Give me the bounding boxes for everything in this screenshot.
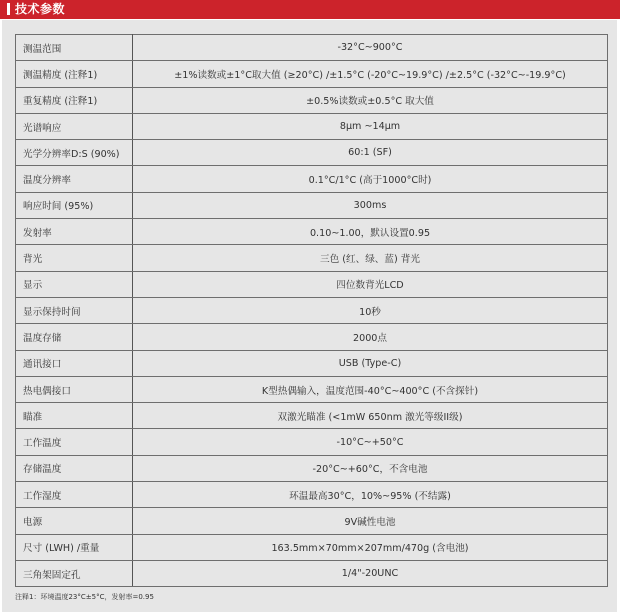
spec-value: 2000点 [133,324,608,350]
spec-panel [2,20,617,612]
spec-value: -20°C~+60°C，不含电池 [133,455,608,481]
spec-label: 测温范围 [16,35,133,61]
spec-label: 热电偶接口 [16,376,133,402]
spec-label: 光学分辨率D:S (90%) [16,140,133,166]
spec-row-temp-resolution [16,166,608,192]
spec-label: 温度存储 [16,324,133,350]
spec-row-interface [16,350,608,376]
spec-label: 背光 [16,245,133,271]
section-header [0,0,620,19]
spec-row-operating-temp [16,429,608,455]
spec-value: -10°C~+50°C [133,429,608,455]
spec-table [15,34,608,587]
section-title: 技术参数 [15,2,66,16]
spec-label: 通讯接口 [16,350,133,376]
spec-row-emissivity [16,219,608,245]
spec-row-display [16,271,608,297]
spec-value: K型热偶输入，温度范围-40°C~400°C (不含探针) [133,376,608,402]
spec-label: 光谱响应 [16,113,133,139]
spec-label: 显示 [16,271,133,297]
spec-value: -32°C~900°C [133,35,608,61]
spec-value: 0.10~1.00，默认设置0.95 [133,219,608,245]
spec-value: 1/4"-20UNC [133,560,608,586]
spec-row-tripod-mount [16,560,608,586]
spec-row-operating-humidity [16,482,608,508]
spec-label: 发射率 [16,219,133,245]
spec-row-measure-range [16,35,608,61]
spec-row-accuracy [16,61,608,87]
spec-label: 尺寸 (LWH) /重量 [16,534,133,560]
spec-row-storage-temp [16,455,608,481]
spec-value: ±0.5%读数或±0.5°C 取大值 [133,87,608,113]
spec-label: 测温精度 (注释1) [16,61,133,87]
spec-value: 双激光瞄准 (<1mW 650nm 激光等级II级) [133,403,608,429]
spec-label: 工作温度 [16,429,133,455]
spec-value: 8μm ~14μm [133,113,608,139]
spec-label: 三角架固定孔 [16,560,133,586]
spec-value: 9V碱性电池 [133,508,608,534]
spec-value: 163.5mm×70mm×207mm/470g (含电池) [133,534,608,560]
spec-value: 60:1 (SF) [133,140,608,166]
spec-label: 温度分辨率 [16,166,133,192]
spec-row-aiming [16,403,608,429]
spec-row-storage [16,324,608,350]
spec-value: USB (Type-C) [133,350,608,376]
spec-row-backlight [16,245,608,271]
spec-row-spectral-response [16,113,608,139]
spec-row-dimensions [16,534,608,560]
spec-value: 300ms [133,192,608,218]
header-marker-bar [7,3,10,15]
footnote: 注释1：环境温度23°C±5°C，发射率=0.95 [15,593,154,601]
spec-label: 工作湿度 [16,482,133,508]
spec-value: 10秒 [133,297,608,323]
spec-label: 电源 [16,508,133,534]
spec-value: 环温最高30°C，10%~95% (不结露) [133,482,608,508]
spec-label: 重复精度 (注释1) [16,87,133,113]
spec-label: 瞄准 [16,403,133,429]
spec-value: 四位数背光LCD [133,271,608,297]
spec-row-thermocouple [16,376,608,402]
spec-row-display-hold [16,297,608,323]
spec-label: 显示保持时间 [16,297,133,323]
spec-label: 响应时间 (95%) [16,192,133,218]
spec-row-repeatability [16,87,608,113]
spec-row-power [16,508,608,534]
spec-value: 0.1°C/1°C (高于1000°C时) [133,166,608,192]
spec-value: ±1%读数或±1°C取大值 (≥20°C) /±1.5°C (-20°C~19.9°C) /±2.5°C (-32°C~-19.9°C) [133,61,608,87]
spec-row-optical-resolution [16,140,608,166]
spec-value: 三色 (红、绿、蓝) 背光 [133,245,608,271]
spec-label: 存储温度 [16,455,133,481]
spec-row-response-time [16,192,608,218]
